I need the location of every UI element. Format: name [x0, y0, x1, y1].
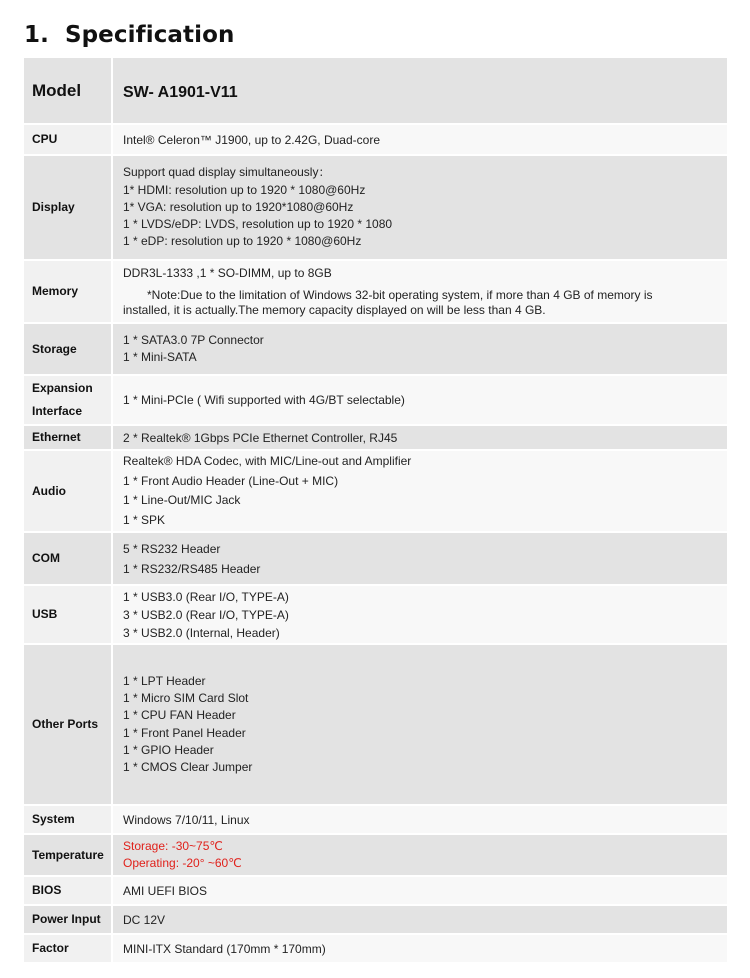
spec-label: Model	[24, 58, 113, 123]
spec-value	[113, 376, 727, 424]
spec-value	[113, 451, 727, 531]
spec-label: Factor	[24, 935, 113, 962]
spec-line: 1 * LPT Header	[123, 673, 206, 688]
spec-line: 1 * CMOS Clear Jumper	[123, 760, 253, 775]
spec-label: System	[24, 806, 113, 833]
spec-line: Realtek® HDA Codec, with MIC/Line-out and Amplifier	[123, 454, 412, 468]
spec-line: 1 * eDP: resolution up to 1920 * 1080@60Hz	[123, 234, 362, 249]
spec-row-temperature	[24, 835, 727, 877]
spec-label: BIOS	[24, 877, 113, 904]
spec-line: 1 * CPU FAN Header	[123, 708, 236, 723]
spec-value	[113, 877, 727, 904]
spec-value	[113, 426, 727, 449]
spec-row-model	[24, 58, 727, 125]
spec-value	[113, 156, 727, 259]
memory-note: *Note:Due to the limitation of Windows 32-bit operating system, if more than 4 GB of memory is installed, it is actually.The memory capacity displayed on will be less than 4 GB.	[123, 287, 653, 317]
spec-line: 1 * Mini-SATA	[123, 350, 197, 364]
spec-value: SW- A1901-V11	[113, 58, 727, 123]
spec-value	[113, 806, 727, 833]
spec-row-audio	[24, 451, 727, 533]
spec-line: Support quad display simultaneously：	[123, 165, 331, 180]
spec-label: USB	[24, 586, 113, 643]
spec-line: 1 * LVDS/eDP: LVDS, resolution up to 1920 * 1080	[123, 217, 393, 232]
spec-row-cpu	[24, 125, 727, 156]
spec-line: 1 * Front Audio Header (Line-Out + MIC)	[123, 473, 339, 488]
spec-line: MINI-ITX Standard (170mm * 170mm)	[123, 941, 326, 956]
spec-line: Storage: -30~75℃	[123, 839, 223, 853]
spec-line: AMI UEFI BIOS	[123, 883, 208, 898]
spec-value	[113, 935, 727, 962]
spec-line: 1 * Mini-PCIe ( Wifi supported with 4G/BT selectable)	[123, 393, 405, 407]
section-number: 1.	[24, 22, 49, 48]
spec-line: 1 * GPIO Header	[123, 742, 214, 757]
spec-row-other-ports	[24, 645, 727, 806]
spec-line: DDR3L-1333 ,1 * SO-DIMM, up to 8GB	[123, 265, 332, 280]
spec-line: Windows 7/10/11, Linux	[123, 812, 250, 827]
spec-line: 1 * Micro SIM Card Slot	[123, 690, 249, 705]
spec-row-factor	[24, 935, 727, 964]
spec-row-ethernet	[24, 426, 727, 451]
spec-label: CPU	[24, 125, 113, 154]
spec-line: 1 * USB3.0 (Rear I/O, TYPE-A)	[123, 589, 289, 604]
spec-line: 1 * SATA3.0 7P Connector	[123, 333, 264, 347]
spec-label: Ethernet	[24, 426, 113, 449]
spec-value	[113, 835, 727, 875]
spec-value	[113, 586, 727, 643]
spec-row-usb	[24, 586, 727, 645]
spec-label: Display	[24, 156, 113, 259]
spec-line: Intel® Celeron™ J1900, up to 2.42G, Duad-core	[123, 132, 380, 147]
spec-label: Storage	[24, 324, 113, 374]
spec-row-com	[24, 533, 727, 586]
spec-row-system	[24, 806, 727, 835]
spec-row-bios	[24, 877, 727, 906]
spec-row-display	[24, 156, 727, 261]
spec-line: 1 * Line-Out/MIC Jack	[123, 493, 241, 507]
spec-row-memory	[24, 261, 727, 324]
spec-line: 1 * Front Panel Header	[123, 725, 246, 740]
spec-line: 1 * RS232/RS485 Header	[123, 561, 261, 576]
spec-value	[113, 324, 727, 374]
spec-table	[24, 58, 727, 964]
spec-line: Operating: -20° ~60℃	[123, 856, 242, 870]
spec-label: Memory	[24, 261, 113, 322]
spec-line: 1* HDMI: resolution up to 1920 * 1080@60Hz	[123, 182, 366, 197]
section-heading	[24, 22, 235, 48]
spec-label: Temperature	[24, 835, 113, 875]
spec-label: Other Ports	[24, 645, 113, 804]
spec-value	[113, 645, 727, 804]
spec-row-expansion	[24, 376, 727, 426]
spec-row-storage	[24, 324, 727, 376]
spec-line: DC 12V	[123, 912, 166, 927]
spec-label: COM	[24, 533, 113, 584]
spec-row-power-input	[24, 906, 727, 935]
spec-line: 3 * USB2.0 (Rear I/O, TYPE-A)	[123, 607, 289, 622]
spec-value	[113, 261, 727, 322]
spec-line: 5 * RS232 Header	[123, 541, 221, 556]
spec-label: Expansion Interface	[24, 376, 113, 424]
spec-value	[113, 533, 727, 584]
section-title: Specification	[64, 22, 235, 48]
spec-label: Power Input	[24, 906, 113, 933]
spec-line: 1 * SPK	[123, 512, 166, 527]
spec-line: 3 * USB2.0 (Internal, Header)	[123, 625, 280, 640]
spec-value	[113, 125, 727, 154]
spec-line: 1* VGA: resolution up to 1920*1080@60Hz	[123, 199, 354, 214]
spec-line: 2 * Realtek® 1Gbps PCIe Ethernet Controller, RJ45	[123, 430, 398, 445]
spec-label: Audio	[24, 451, 113, 531]
spec-value	[113, 906, 727, 933]
